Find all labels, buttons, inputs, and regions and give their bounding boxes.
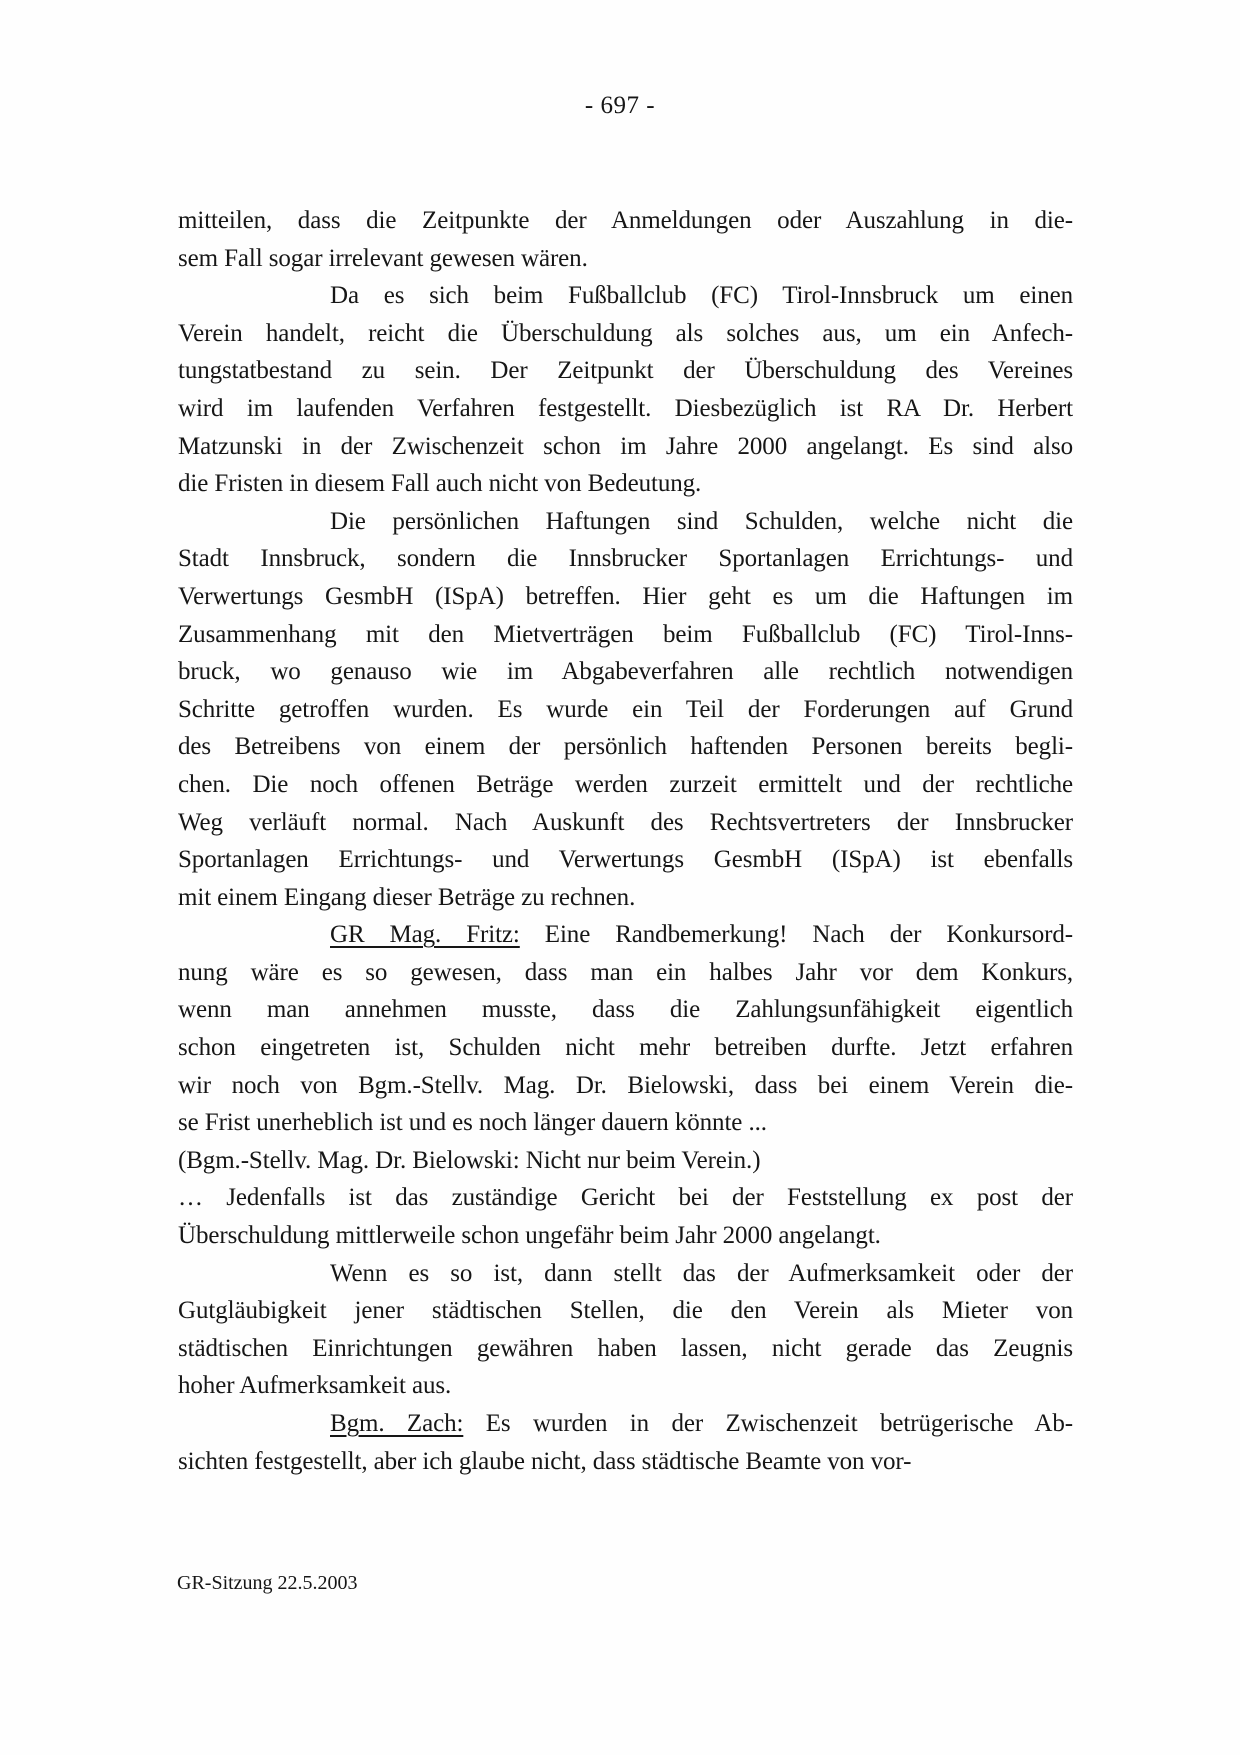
text-segment: Stadt Innsbruck, sondern die Innsbrucker Sportanlagen Errichtungs- und	[178, 545, 1073, 573]
text-line	[178, 954, 1073, 992]
text-segment: tungstatbestand zu sein. Der Zeitpunkt der Überschuldung des Vereines	[178, 357, 1073, 385]
speaker-name: Bgm. Zach:	[330, 1410, 464, 1437]
text-segment: Gutgläubigkeit jener städtischen Stellen, die den Verein als Mieter von	[178, 1297, 1073, 1325]
text-line	[178, 728, 1073, 766]
paragraph	[178, 1255, 1073, 1405]
text-line	[178, 1217, 1073, 1255]
text-line	[178, 1067, 1073, 1105]
text-segment: bruck, wo genauso wie im Abgabeverfahren alle rechtlich notwendigen	[178, 658, 1073, 686]
text-segment: Zusammenhang mit den Mietverträgen beim Fußballclub (FC) Tirol-Inns-	[178, 620, 1073, 648]
text-segment: schon eingetreten ist, Schulden nicht mehr betreiben durfte. Jetzt erfahren	[178, 1034, 1073, 1062]
text-line	[178, 1330, 1073, 1368]
text-segment: wird im laufenden Verfahren festgestellt. Diesbezüglich ist RA Dr. Herbert	[178, 394, 1073, 422]
text-segment: Schritte getroffen wurden. Es wurde ein Teil der Forderungen auf Grund	[178, 695, 1073, 723]
text-segment: die Fristen in diesem Fall auch nicht von Bedeutung.	[178, 470, 702, 498]
paragraph	[178, 1142, 1073, 1180]
text-segment: Weg verläuft normal. Nach Auskunft des Rechtsvertreters der Innsbrucker	[178, 808, 1073, 836]
text-line	[178, 352, 1073, 390]
text-segment: chen. Die noch offenen Beträge werden zurzeit ermittelt und der rechtliche	[178, 770, 1073, 798]
text-segment: Die persönlichen Haftungen sind Schulden, welche nicht die	[330, 507, 1073, 535]
text-line	[178, 277, 1073, 315]
text-line	[178, 653, 1073, 691]
paragraph	[178, 916, 1073, 1142]
text-line	[178, 879, 1073, 917]
paragraph	[178, 1405, 1073, 1480]
body-text	[178, 202, 1073, 1480]
page-number: - 697 -	[584, 92, 656, 119]
text-line	[178, 1255, 1073, 1293]
text-line	[178, 1292, 1073, 1330]
footer-session-label: GR-Sitzung 22.5.2003	[177, 1572, 358, 1594]
text-segment: Matzunski in der Zwischenzeit schon im Jahre 2000 angelangt. Es sind also	[178, 432, 1073, 460]
text-segment: städtischen Einrichtungen gewähren haben lassen, nicht gerade das Zeugnis	[178, 1334, 1073, 1362]
text-segment: mit einem Eingang dieser Beträge zu rechnen.	[178, 883, 636, 911]
text-line	[178, 1443, 1073, 1481]
text-segment: Sportanlagen Errichtungs- und Verwertungs GesmbH (ISpA) ist ebenfalls	[178, 846, 1073, 874]
text-line	[178, 916, 1073, 954]
text-segment: wir noch von Bgm.-Stellv. Mag. Dr. Bielowski, dass bei einem Verein die-	[178, 1071, 1073, 1099]
paragraph	[178, 1179, 1073, 1254]
text-segment: hoher Aufmerksamkeit aus.	[178, 1372, 452, 1400]
text-line	[178, 202, 1073, 240]
text-segment: Es wurden in der Zwischenzeit betrügerische Ab-	[463, 1410, 1073, 1437]
text-segment: Wenn es so ist, dann stellt das der Aufmerksamkeit oder der	[330, 1259, 1073, 1287]
text-line	[178, 465, 1073, 503]
text-segment: se Frist unerheblich ist und es noch länger dauern könnte ...	[178, 1109, 767, 1137]
text-line	[178, 503, 1073, 541]
text-segment: … Jedenfalls ist das zuständige Gericht bei der Feststellung ex post der	[178, 1184, 1073, 1212]
text-line	[178, 240, 1073, 278]
speaker-name: GR Mag. Fritz:	[330, 921, 520, 949]
text-segment: Eine Randbemerkung! Nach der Konkursord-	[519, 921, 1073, 949]
text-line	[178, 841, 1073, 879]
text-segment: wenn man annehmen musste, dass die Zahlungsunfähigkeit eigentlich	[178, 996, 1073, 1024]
text-segment: Da es sich beim Fußballclub (FC) Tirol-Innsbruck um einen	[330, 282, 1073, 310]
text-line	[178, 1029, 1073, 1067]
text-segment: nung wäre es so gewesen, dass man ein halbes Jahr vor dem Konkurs,	[178, 958, 1073, 986]
text-line	[178, 578, 1073, 616]
text-line	[178, 766, 1073, 804]
paragraph	[178, 277, 1073, 503]
text-line	[178, 540, 1073, 578]
text-line	[178, 804, 1073, 842]
text-segment: (Bgm.-Stellv. Mag. Dr. Bielowski: Nicht nur beim Verein.)	[178, 1146, 761, 1174]
text-segment: des Betreibens von einem der persönlich haftenden Personen bereits begli-	[178, 733, 1073, 761]
text-segment: sichten festgestellt, aber ich glaube nicht, dass städtische Beamte von vor-	[178, 1447, 912, 1475]
text-line	[178, 1405, 1073, 1443]
text-line	[178, 315, 1073, 353]
text-line	[178, 428, 1073, 466]
text-line	[178, 1179, 1073, 1217]
text-segment: Verwertungs GesmbH (ISpA) betreffen. Hier geht es um die Haftungen im	[178, 582, 1073, 610]
text-line	[178, 1142, 1073, 1180]
text-line	[178, 1367, 1073, 1405]
paragraph	[178, 202, 1073, 277]
text-line	[178, 691, 1073, 729]
text-segment: Überschuldung mittlerweile schon ungefähr beim Jahr 2000 angelangt.	[178, 1222, 881, 1250]
text-line	[178, 616, 1073, 654]
paragraph	[178, 503, 1073, 917]
text-line	[178, 390, 1073, 428]
text-segment: mitteilen, dass die Zeitpunkte der Anmeldungen oder Auszahlung in die-	[178, 207, 1073, 234]
text-line	[178, 1104, 1073, 1142]
text-line	[178, 991, 1073, 1029]
text-segment: Verein handelt, reicht die Überschuldung als solches aus, um ein Anfech-	[178, 319, 1073, 347]
text-segment: sem Fall sogar irrelevant gewesen wären.	[178, 244, 588, 272]
